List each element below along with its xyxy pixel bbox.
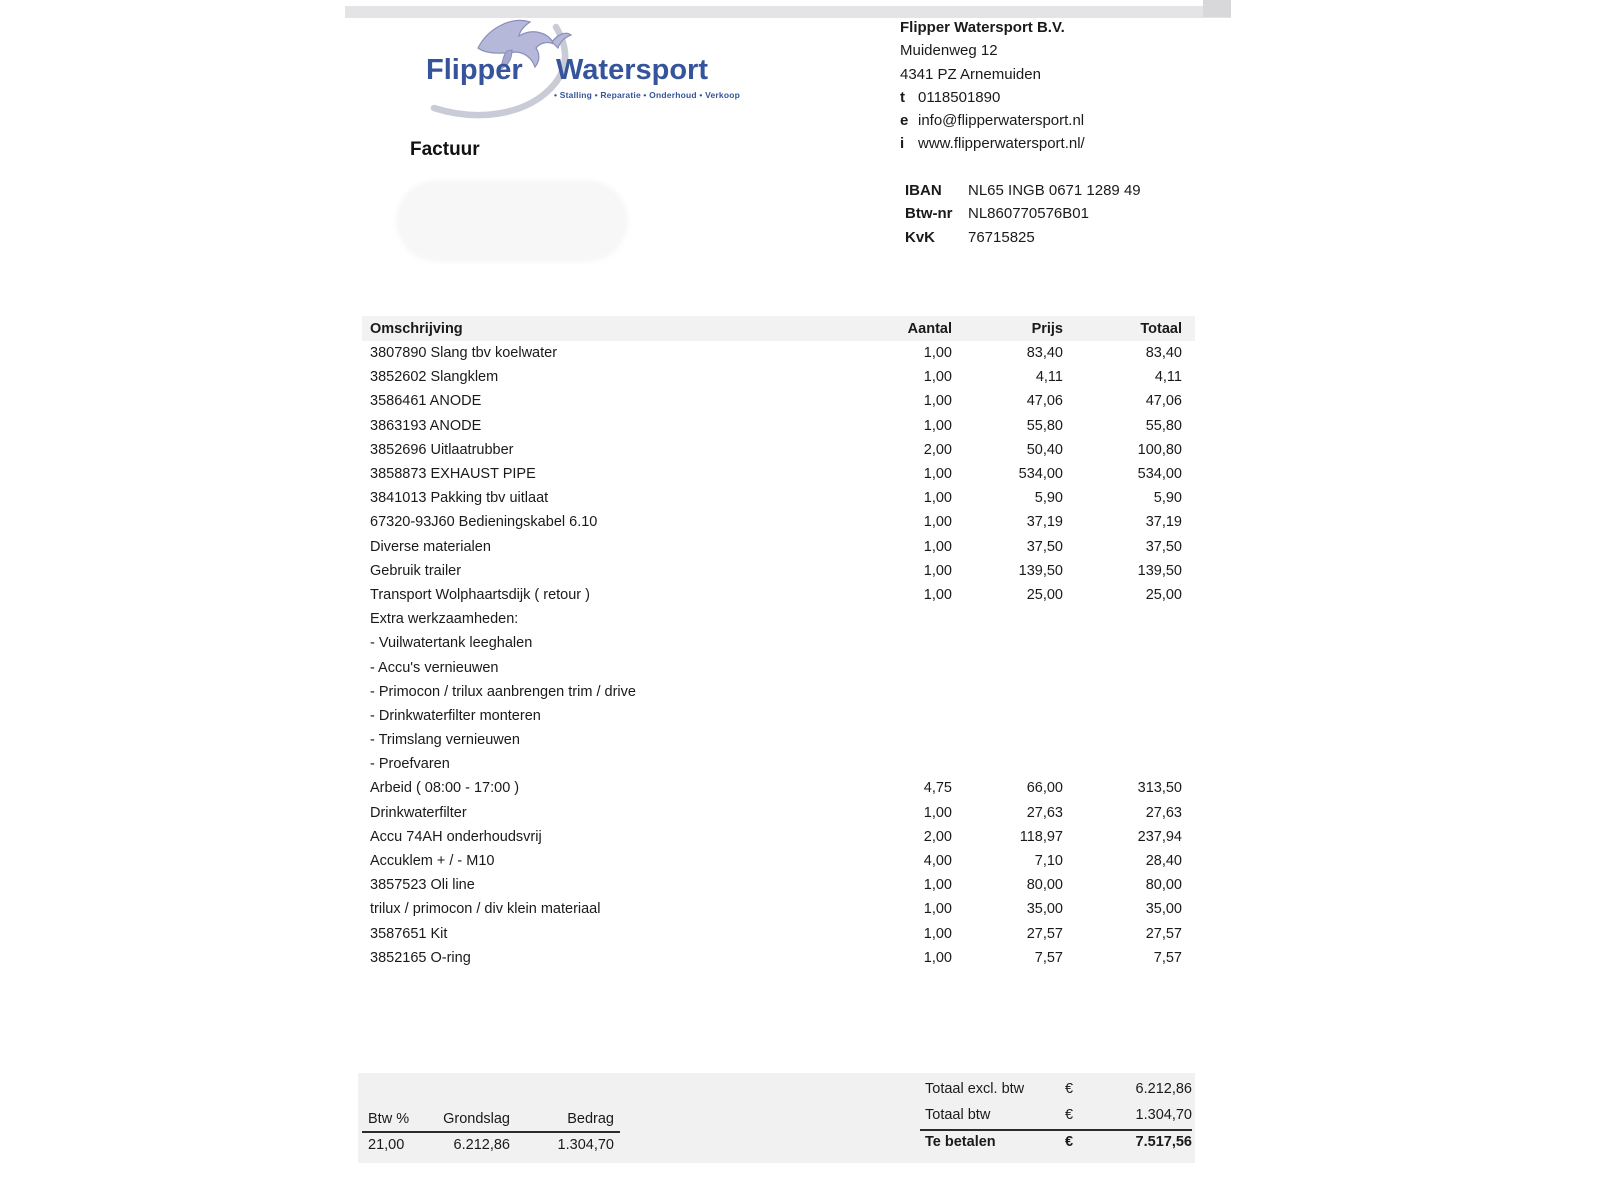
table-row — [362, 365, 1195, 389]
table-row — [362, 849, 1195, 873]
company-email: info@flipperwatersport.nl — [918, 112, 1085, 130]
table-row — [362, 776, 1195, 800]
table-row — [362, 897, 1195, 921]
vat-percentage: 21,00 — [368, 1137, 405, 1153]
item-total — [1063, 728, 1195, 752]
item-price: 534,00 — [1018, 466, 1063, 483]
item-total: 37,50 — [1145, 538, 1182, 555]
item-quantity — [822, 680, 952, 704]
item-total: 25,00 — [1145, 586, 1182, 603]
item-description: 3841013 Pakking tbv uitlaat — [370, 490, 549, 507]
item-price: 80,00 — [1026, 877, 1063, 894]
table-row — [362, 655, 1195, 679]
item-price: 25,00 — [1026, 586, 1063, 603]
item-description: 3807890 Slang tbv koelwater — [370, 345, 558, 362]
scan-artifact-corner — [1203, 0, 1231, 17]
total-excl-amount: 6.212,86 — [1135, 1081, 1192, 1097]
item-price — [952, 680, 1063, 704]
phone-prefix: t — [900, 88, 905, 106]
vat-header-bedrag: Bedrag — [567, 1111, 614, 1127]
kvk-label: KvK — [905, 228, 936, 246]
item-quantity: 1,00 — [923, 466, 952, 483]
item-total: 83,40 — [1145, 345, 1182, 362]
item-quantity — [822, 631, 952, 655]
total-btw-amount: 1.304,70 — [1135, 1107, 1192, 1123]
items-table — [362, 316, 1195, 970]
item-quantity — [822, 655, 952, 679]
item-total — [1063, 680, 1195, 704]
table-row — [362, 462, 1195, 486]
item-price — [952, 704, 1063, 728]
item-total: 100,80 — [1137, 441, 1182, 458]
items-table-body — [362, 341, 1195, 970]
table-row — [362, 631, 1195, 655]
total-btw-row — [925, 1107, 1192, 1123]
item-quantity: 1,00 — [923, 417, 952, 434]
item-quantity — [822, 704, 952, 728]
item-quantity: 4,75 — [923, 780, 952, 797]
company-phone-line — [900, 86, 1220, 109]
item-description: Gebruik trailer — [370, 562, 462, 579]
table-row — [362, 438, 1195, 462]
item-quantity: 1,00 — [923, 514, 952, 531]
item-total: 37,19 — [1145, 514, 1182, 531]
btw-row — [905, 202, 1225, 225]
item-total: 139,50 — [1137, 562, 1182, 579]
table-row — [362, 922, 1195, 946]
item-quantity: 1,00 — [923, 949, 952, 966]
column-header-price: Prijs — [952, 316, 1063, 341]
iban-value: NL65 INGB 0671 1289 49 — [968, 182, 1141, 199]
vat-amount: 1.304,70 — [557, 1137, 614, 1153]
total-excl-row — [925, 1081, 1192, 1097]
item-description: Drinkwaterfilter — [370, 804, 467, 821]
amount-due-label: Te betalen — [925, 1134, 996, 1150]
vat-table-rule — [362, 1131, 620, 1133]
item-quantity: 1,00 — [923, 877, 952, 894]
item-price: 118,97 — [1019, 828, 1063, 845]
vat-header-grondslag: Grondslag — [443, 1111, 510, 1127]
item-description: 3857523 Oli line — [370, 877, 475, 894]
item-price: 55,80 — [1026, 417, 1063, 434]
totals-rule — [920, 1129, 1192, 1131]
item-total: 55,80 — [1145, 417, 1182, 434]
item-description: 3852696 Uitlaatrubber — [370, 441, 514, 458]
company-name: Flipper Watersport B.V. — [900, 19, 1065, 36]
table-row — [362, 510, 1195, 534]
company-city: 4341 PZ Arnemuiden — [900, 65, 1041, 83]
item-total: 237,94 — [1137, 828, 1182, 845]
logo-word-watersport: Watersport — [556, 54, 708, 86]
item-description: 3852165 O-ring — [370, 949, 471, 966]
table-row — [362, 583, 1195, 607]
item-quantity: 1,00 — [923, 538, 952, 555]
kvk-value: 76715825 — [968, 228, 1035, 246]
item-price — [952, 607, 1063, 631]
item-total: 4,11 — [1154, 369, 1182, 386]
table-row — [362, 486, 1195, 510]
item-price: 139,50 — [1018, 562, 1063, 579]
item-total — [1063, 655, 1195, 679]
item-price — [952, 631, 1063, 655]
vat-table — [362, 1073, 622, 1163]
item-description: Transport Wolphaartsdijk ( retour ) — [370, 586, 590, 603]
item-description: - Primocon / trilux aanbrengen trim / drive — [370, 683, 636, 700]
item-total: 5,90 — [1153, 490, 1182, 507]
euro-sign: € — [1065, 1107, 1074, 1123]
item-quantity: 1,00 — [923, 586, 952, 603]
item-description: - Drinkwaterfilter monteren — [370, 707, 541, 724]
amount-due-row — [925, 1134, 1192, 1150]
iban-row — [905, 179, 1225, 202]
item-description: Accu 74AH onderhoudsvrij — [370, 828, 542, 845]
table-row — [362, 873, 1195, 897]
item-price: 37,19 — [1026, 514, 1063, 531]
item-description: trilux / primocon / div klein materiaal — [370, 901, 601, 918]
item-total — [1063, 607, 1195, 631]
total-btw-label: Totaal btw — [925, 1107, 991, 1123]
item-total: 35,00 — [1145, 901, 1182, 918]
amount-due-value: 7.517,56 — [1135, 1134, 1192, 1150]
redacted-address-blob — [396, 180, 628, 262]
items-table-header — [362, 316, 1195, 341]
item-price: 5,90 — [1034, 490, 1063, 507]
total-excl-label: Totaal excl. btw — [925, 1081, 1025, 1097]
kvk-row — [905, 226, 1225, 249]
item-quantity — [822, 728, 952, 752]
item-total: 27,63 — [1145, 804, 1182, 821]
table-row — [362, 341, 1195, 365]
table-row — [362, 704, 1195, 728]
item-total: 534,00 — [1137, 466, 1182, 483]
item-quantity: 4,00 — [923, 853, 952, 870]
item-price: 66,00 — [1026, 780, 1063, 797]
company-email-line — [900, 109, 1220, 132]
euro-sign: € — [1065, 1081, 1074, 1097]
item-description: 3586461 ANODE — [370, 393, 482, 410]
bank-info — [905, 179, 1225, 249]
table-row — [362, 728, 1195, 752]
item-price: 83,40 — [1026, 345, 1063, 362]
company-street: Muidenweg 12 — [900, 42, 998, 60]
item-quantity: 1,00 — [923, 345, 952, 362]
item-quantity: 2,00 — [923, 828, 952, 845]
company-info — [900, 16, 1220, 156]
table-row — [362, 825, 1195, 849]
vat-table-row — [362, 1137, 620, 1153]
table-row — [362, 680, 1195, 704]
email-prefix: e — [900, 112, 909, 130]
table-row — [362, 801, 1195, 825]
btw-value: NL860770576B01 — [968, 205, 1089, 223]
item-quantity: 1,00 — [923, 393, 952, 410]
table-row — [362, 946, 1195, 970]
item-quantity: 2,00 — [923, 441, 952, 458]
company-logo — [420, 14, 750, 124]
item-total: 47,06 — [1145, 393, 1182, 410]
item-price: 37,50 — [1026, 538, 1063, 555]
item-price: 27,57 — [1026, 925, 1063, 942]
document-title: Factuur — [410, 139, 480, 160]
item-total: 27,57 — [1145, 925, 1182, 942]
item-quantity — [822, 752, 952, 776]
item-description: 3852602 Slangklem — [370, 369, 499, 386]
item-description: 3587651 Kit — [370, 925, 448, 942]
item-description: Diverse materialen — [370, 538, 491, 555]
item-description: 3863193 ANODE — [370, 417, 482, 434]
summary-band — [358, 1073, 1195, 1163]
item-description: - Trimslang vernieuwen — [370, 732, 520, 749]
item-price: 35,00 — [1026, 901, 1063, 918]
item-price: 7,10 — [1034, 853, 1063, 870]
item-total — [1063, 631, 1195, 655]
item-description: - Proefvaren — [370, 756, 450, 773]
table-row — [362, 559, 1195, 583]
item-description: - Vuilwatertank leeghalen — [370, 635, 533, 652]
item-price: 47,06 — [1026, 393, 1063, 410]
item-quantity: 1,00 — [923, 369, 952, 386]
item-price — [952, 655, 1063, 679]
table-row — [362, 414, 1195, 438]
item-quantity: 1,00 — [923, 562, 952, 579]
column-header-description: Omschrijving — [362, 316, 822, 341]
item-description: 3858873 EXHAUST PIPE — [370, 466, 536, 483]
iban-label: IBAN — [905, 182, 942, 199]
item-total: 28,40 — [1145, 853, 1182, 870]
item-description: Accuklem + / - M10 — [370, 853, 495, 870]
item-total: 313,50 — [1137, 780, 1182, 797]
column-header-quantity: Aantal — [822, 316, 952, 341]
logo-tagline: • Stalling • Reparatie • Onderhoud • Verkoop — [554, 90, 741, 100]
item-total — [1063, 752, 1195, 776]
vat-table-header — [362, 1111, 620, 1127]
item-quantity — [822, 607, 952, 631]
vat-header-btw: Btw % — [368, 1111, 410, 1127]
item-quantity: 1,00 — [923, 804, 952, 821]
item-description: 67320-93J60 Bedieningskabel 6.10 — [370, 514, 598, 531]
item-description: - Accu's vernieuwen — [370, 659, 499, 676]
item-total — [1063, 704, 1195, 728]
table-row — [362, 389, 1195, 413]
totals-block — [925, 1073, 1192, 1163]
btw-label: Btw-nr — [905, 205, 953, 223]
table-row — [362, 607, 1195, 631]
item-description: Arbeid ( 08:00 - 17:00 ) — [370, 780, 520, 797]
vat-base-amount: 6.212,86 — [453, 1137, 510, 1153]
item-price — [952, 752, 1063, 776]
item-price: 4,11 — [1035, 369, 1063, 386]
company-phone: 0118501890 — [918, 88, 1001, 106]
item-price: 7,57 — [1034, 949, 1063, 966]
item-total: 7,57 — [1153, 949, 1182, 966]
table-row — [362, 752, 1195, 776]
company-website: www.flipperwatersport.nl/ — [918, 135, 1085, 153]
euro-sign: € — [1065, 1134, 1074, 1150]
item-price: 50,40 — [1026, 441, 1063, 458]
item-quantity: 1,00 — [923, 490, 952, 507]
web-prefix: i — [900, 135, 905, 153]
item-quantity: 1,00 — [923, 901, 952, 918]
logo-word-flipper: Flipper — [426, 54, 523, 86]
item-description: Extra werkzaamheden: — [370, 611, 519, 628]
item-price — [952, 728, 1063, 752]
table-row — [362, 535, 1195, 559]
item-total: 80,00 — [1145, 877, 1182, 894]
company-web-line — [900, 132, 1220, 155]
column-header-total: Totaal — [1063, 316, 1195, 341]
item-quantity: 1,00 — [923, 925, 952, 942]
item-price: 27,63 — [1026, 804, 1063, 821]
